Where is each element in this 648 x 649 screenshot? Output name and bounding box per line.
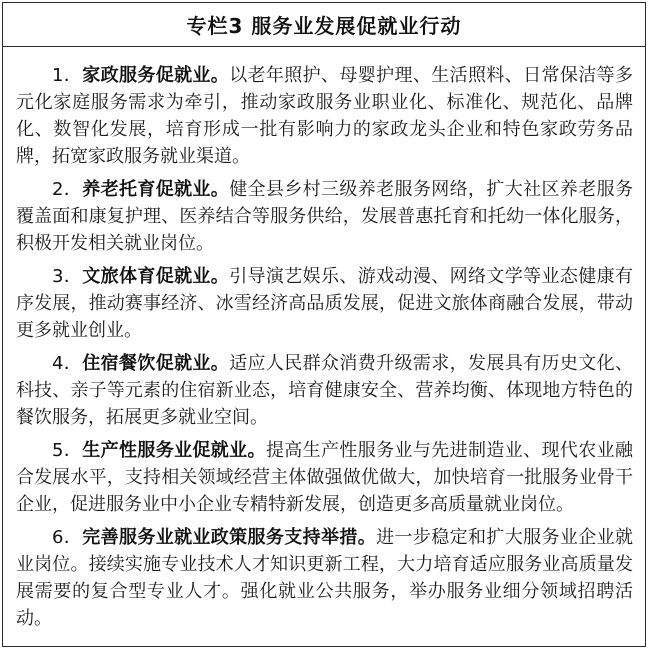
item-heading: 完善服务业就业政策服务支持举措。 — [82, 527, 377, 548]
item-number: 3． — [52, 266, 83, 287]
item-heading: 生产性服务业促就业。 — [82, 440, 266, 461]
item-paragraph-6 — [16, 524, 633, 632]
panel-title: 专栏3 服务业发展促就业行动 — [186, 14, 462, 38]
item-paragraph-3 — [16, 263, 633, 344]
item-paragraph-5 — [16, 437, 633, 518]
item-body: 进一步稳定和扩大服务业企业就业岗位。接续实施专业技术人才知识更新工程，大力培育适应服务业高质量发展需要的复合型专业人才。强化就业公共服务，举办服务业细分领域招聘活动。 — [16, 527, 634, 629]
item-number: 5． — [52, 440, 83, 461]
item-heading: 家政服务促就业。 — [82, 65, 230, 86]
item-paragraph-4 — [16, 350, 633, 431]
item-body: 引导演艺娱乐、游戏动漫、网络文学等业态健康有序发展，推动赛事经济、冰雪经济高品质发展，促进文旅体商融合发展，带动更多就业创业。 — [16, 266, 634, 341]
item-number: 1． — [52, 65, 83, 86]
column-panel — [2, 2, 646, 647]
item-number: 6． — [52, 527, 83, 548]
item-heading: 养老托育促就业。 — [82, 179, 230, 200]
item-heading: 文旅体育促就业。 — [82, 266, 230, 287]
item-paragraph-2 — [16, 176, 633, 257]
item-body: 健全县乡村三级养老服务网络，扩大社区养老服务覆盖面和康复护理、医养结合等服务供给，发展普惠托育和托幼一体化服务，积极开发相关就业岗位。 — [16, 179, 634, 254]
item-body: 适应人民群众消费升级需求，发展具有历史文化、科技、亲子等元素的住宿新业态，培育健康安全、营养均衡、体现地方特色的餐饮服务，拓展更多就业空间。 — [16, 353, 634, 428]
item-body: 提高生产性服务业与先进制造业、现代农业融合发展水平，支持相关领域经营主体做强做优做大，加快培育一批服务业骨干企业，促进服务业中小企业专精特新发展，创造更多高质量就业岗位。 — [16, 440, 634, 515]
panel-title-bar — [3, 3, 645, 47]
item-heading: 住宿餐饮促就业。 — [82, 353, 230, 374]
item-number: 4． — [52, 353, 83, 374]
item-paragraph-1 — [16, 62, 633, 170]
item-number: 2． — [52, 179, 83, 200]
panel-body — [3, 47, 645, 632]
item-body: 以老年照护、母婴护理、生活照料、日常保洁等多元化家庭服务需求为牵引，推动家政服务业职业化、标准化、规范化、品牌化、数智化发展，培育形成一批有影响力的家政龙头企业和特色家政劳务品牌，拓宽家政服务就业渠道。 — [16, 65, 634, 167]
